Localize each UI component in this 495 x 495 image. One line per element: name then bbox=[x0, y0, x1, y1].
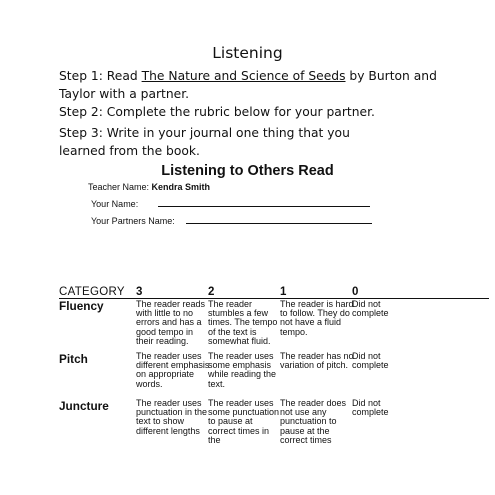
fluency-score-3: The reader reads with little to no errors and has a good tempo in their reading. bbox=[136, 299, 206, 346]
header-score-1: 1 bbox=[280, 286, 287, 298]
book-title: The Nature and Science of Seeds bbox=[141, 69, 346, 83]
step-3-line-1: Step 3: Write in your journal one thing that you bbox=[59, 126, 350, 140]
category-juncture: Juncture bbox=[59, 399, 109, 413]
teacher-name bbox=[88, 182, 210, 192]
step-1-line-2: Taylor with a partner. bbox=[59, 87, 190, 101]
step-1-text: Step 1: Read bbox=[59, 69, 142, 83]
fluency-score-1: The reader is hard to follow. They do not have a fluid tempo. bbox=[280, 299, 354, 337]
step-2: Step 2: Complete the rubric below for your partner. bbox=[59, 105, 375, 119]
fluency-score-2: The reader stumbles a few times. The tempo of the text is somewhat fluid. bbox=[208, 299, 278, 346]
partner-name-line[interactable] bbox=[186, 223, 372, 224]
teacher-name-value: Kendra Smith bbox=[151, 182, 211, 192]
category-fluency: Fluency bbox=[59, 299, 104, 313]
rubric-header-row bbox=[59, 286, 489, 298]
fluency-score-0: Did not complete bbox=[352, 299, 389, 319]
step-1 bbox=[59, 67, 437, 103]
juncture-score-1: The reader does not use any punctuation to pause at the correct times bbox=[280, 398, 347, 445]
rubric-title: Listening to Others Read bbox=[161, 163, 334, 179]
category-pitch: Pitch bbox=[59, 352, 88, 366]
header-score-3: 3 bbox=[136, 286, 143, 298]
header-score-2: 2 bbox=[208, 286, 215, 298]
header-divider bbox=[59, 298, 489, 299]
your-name-line[interactable] bbox=[158, 206, 370, 207]
your-name-label: Your Name: bbox=[91, 199, 139, 209]
page-title: Listening bbox=[212, 44, 283, 62]
teacher-name-label: Teacher Name: bbox=[88, 182, 152, 192]
step-3 bbox=[59, 124, 350, 160]
juncture-score-2: The reader uses some punctuation to pause at correct times in the bbox=[208, 398, 280, 445]
header-score-0: 0 bbox=[352, 286, 359, 298]
pitch-score-3: The reader uses different emphasis on appropriate words. bbox=[136, 351, 210, 389]
pitch-score-0: Did not complete bbox=[352, 351, 389, 371]
step-1-text-end: by Burton and bbox=[345, 69, 437, 83]
step-3-line-2: learned from the book. bbox=[59, 144, 200, 158]
partner-name-label: Your Partners Name: bbox=[91, 216, 175, 226]
header-category: CATEGORY bbox=[59, 286, 125, 298]
juncture-score-0: Did not complete bbox=[352, 398, 389, 418]
juncture-score-3: The reader uses punctuation in the text to show different lengths bbox=[136, 398, 208, 436]
pitch-score-1: The reader has no variation of pitch. bbox=[280, 351, 354, 371]
pitch-score-2: The reader uses some emphasis while reading the text. bbox=[208, 351, 277, 389]
